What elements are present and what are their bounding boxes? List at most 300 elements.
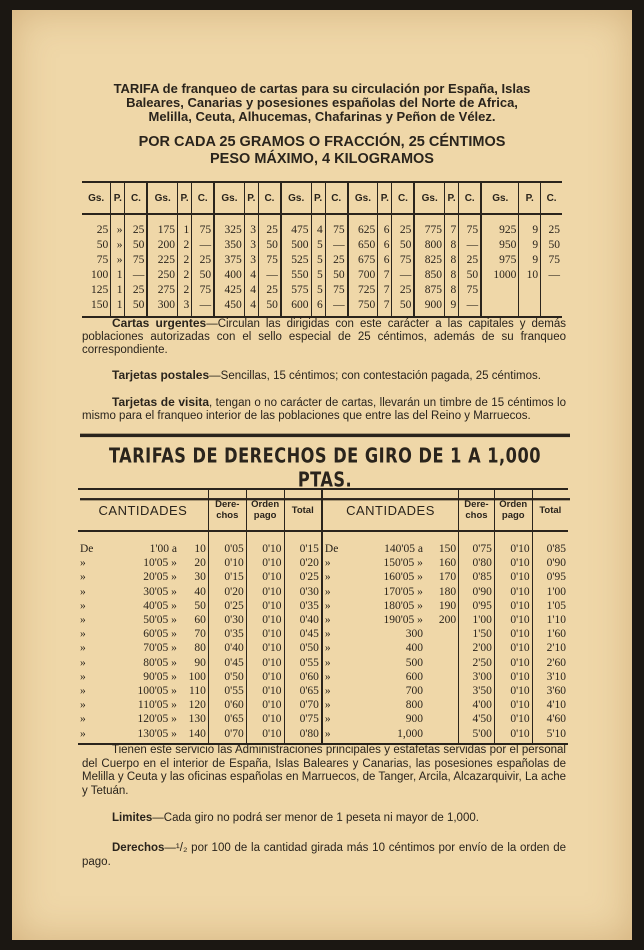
giro-cell-right: 0'10 [494, 641, 532, 655]
rate-cell: 350 [214, 238, 244, 253]
rate-cell: 650 [348, 238, 378, 253]
giro-fee-table [78, 488, 568, 745]
giro-cell-left: 80 [194, 642, 206, 655]
rate-cell: 5 [311, 238, 325, 253]
rate-cell: 25 [541, 214, 562, 238]
giro-cell-right: 160 [438, 557, 457, 570]
giro-cell-left: 60'05 » [143, 628, 177, 641]
giro-cell-left: 0'65 [284, 684, 322, 698]
giro-row [78, 556, 568, 570]
giro-cell-right: 0'10 [494, 613, 532, 627]
rate-cell: 1000 [481, 268, 519, 283]
giro-cell-right: 0'10 [494, 531, 532, 556]
giro-cell-right: 180 [438, 585, 457, 598]
giro-cell-right: 190'05 » [383, 614, 423, 627]
giro-cell-right: 0'85 [532, 531, 568, 556]
rate-header-cell: C. [459, 182, 481, 214]
giro-cell-left: 0'10 [246, 684, 284, 698]
giro-row [78, 684, 568, 698]
giro-cell-left: » [80, 699, 86, 712]
rate-cell: — [125, 268, 147, 283]
tarjetas-postales-text: —Sencillas, 15 céntimos; con contestación pagada, 25 céntimos. [209, 370, 541, 382]
rate-header-cell: P. [378, 182, 392, 214]
rate-cell: 50 [192, 268, 214, 283]
rate-cell: 875 [414, 283, 444, 298]
giro-cell-right: 0'10 [494, 684, 532, 698]
giro-cell-left: 20'05 » [143, 571, 177, 584]
giro-cell-right: 1,000 [360, 727, 425, 744]
giro-cell-left: » [78, 727, 118, 744]
giro-cell-right [425, 670, 459, 684]
giro-cell-left: » [80, 642, 86, 655]
rate-cell: 975 [481, 253, 519, 268]
giro-table-body [78, 531, 568, 744]
giro-cell-right: 0'10 [494, 599, 532, 613]
giro-cell-right: 4'00 [459, 698, 495, 712]
servicio-paragraph: Tienen este servicio las Administraciones principales y estafetas servidas por el personal del Cuerpo en el interior de España, Islas Baleares y Canarias, las posesiones españolas de Melilla y Ceuta y las oficinas españolas en Marruecos, de Tanger, Arcila, Alcazarquivir, La ache y Tetuán. [82, 744, 566, 797]
rate-table-body [82, 214, 562, 317]
rate-cell: 800 [414, 238, 444, 253]
giro-cell-right: 0'95 [459, 599, 495, 613]
rate-cell: 5 [311, 283, 325, 298]
rate-cell: 75 [125, 253, 147, 268]
giro-cell-right [425, 727, 459, 744]
giro-cell-left: 0'65 [208, 712, 246, 726]
postal-card [12, 10, 632, 940]
rate-cell: 6 [378, 238, 392, 253]
giro-cell-left: 50'05 » [143, 614, 177, 627]
giro-cell-right: » [322, 613, 360, 627]
giro-cell-left: 0'75 [284, 712, 322, 726]
giro-cell-right: » [322, 684, 360, 698]
rate-cell: 9 [445, 298, 459, 317]
giro-cell-right: 300 [405, 628, 423, 641]
derechos-label: Derechos [112, 842, 165, 854]
rate-cell: 275 [147, 283, 177, 298]
rate-cell: 25 [96, 224, 109, 236]
giro-cell-left: 0'30 [284, 585, 322, 599]
giro-cell-left: 0'25 [208, 599, 246, 613]
giro-cell-left: 70'05 » [143, 642, 177, 655]
rate-cell: 25 [325, 253, 347, 268]
giro-cell-left: 100'05 » [137, 685, 177, 698]
giro-cell-left: 1'00 a [149, 543, 177, 555]
giro-cell-left: 140 [179, 727, 208, 744]
giro-cell-right: 4'10 [532, 698, 568, 712]
giro-cell-left: 0'20 [208, 585, 246, 599]
rate-cell: 325 [214, 214, 244, 238]
rate-cell: 9 [519, 214, 541, 238]
giro-cell-right: 180'05 » [383, 599, 423, 612]
giro-cell-left: 0'35 [208, 627, 246, 641]
rate-cell: 1 [178, 214, 192, 238]
rate-header-cell: C. [392, 182, 414, 214]
giro-cell-left: 0'10 [246, 656, 284, 670]
giro-cell-left: 90 [194, 656, 206, 669]
rate-header-cell: P. [178, 182, 192, 214]
rate-cell: 75 [459, 214, 481, 238]
giro-cell-left: 0'35 [284, 599, 322, 613]
giro-cell-right: 0'10 [494, 656, 532, 670]
rate-cell [519, 298, 541, 317]
cartas-urgentes-label: Cartas urgentes [112, 316, 207, 330]
rate-header-cell: P. [311, 182, 325, 214]
giro-cell-right: » [322, 656, 360, 670]
giro-cell-left: 0'55 [284, 656, 322, 670]
rate-cell: 825 [414, 253, 444, 268]
rate-cell: 50 [392, 238, 414, 253]
rate-cell: 25 [258, 214, 280, 238]
giro-cell-right: 170'05 » [383, 585, 423, 598]
giro-cell-left: 80'05 » [143, 656, 177, 669]
rate-header-cell: C. [258, 182, 280, 214]
giro-cell-right: » [322, 627, 360, 641]
giro-cell-right: 140'05 a [384, 543, 423, 555]
rate-cell: 25 [392, 214, 414, 238]
rate-cell: 75 [192, 214, 214, 238]
limites-label: Limites [112, 812, 153, 824]
cartas-urgentes-text: —Circulan las dirigidas con este carácter a las capitales y demás poblaciones autorizadas con el sello especial de 25 céntimos, además de su franqueo correspondiente. [82, 318, 567, 356]
rate-cell: 50 [96, 239, 109, 251]
rate-cell: 575 [281, 283, 311, 298]
rate-cell: 4 [244, 283, 258, 298]
rate-cell: 2 [178, 283, 192, 298]
tarjetas-postales [82, 369, 566, 383]
rate-row [82, 253, 562, 268]
giro-cell-left: 60 [194, 614, 206, 627]
rate-cell: 7 [445, 214, 459, 238]
derechos-header-left: Dere- chos [208, 489, 246, 531]
rate-cell: 75 [459, 283, 481, 298]
rate-cell: 6 [378, 214, 392, 238]
rate-cell: 425 [214, 283, 244, 298]
rate-cell: 725 [348, 283, 378, 298]
giro-cell-right [425, 712, 459, 726]
rate-cell: 75 [325, 283, 347, 298]
rate-cell: 2 [178, 268, 192, 283]
rate-cell: 4 [244, 298, 258, 317]
giro-cell-right: 5'00 [459, 727, 495, 744]
giro-cell-right: 3'60 [532, 684, 568, 698]
tarjetas-visita [82, 396, 566, 423]
rate-cell: 8 [445, 238, 459, 253]
giro-cell-right: 0'10 [494, 627, 532, 641]
giro-cell-left: » [80, 614, 86, 627]
giro-cell-left: » [80, 628, 86, 641]
rate-cell: 4 [244, 268, 258, 283]
giro-cell-right [425, 698, 459, 712]
giro-cell-left: » [80, 585, 86, 598]
giro-row [78, 627, 568, 641]
rate-cell: 8 [445, 253, 459, 268]
giro-cell-right [425, 656, 459, 670]
giro-cell-left: 40'05 » [143, 599, 177, 612]
giro-row [78, 585, 568, 599]
giro-row [78, 613, 568, 627]
giro-cell-left: 0'45 [284, 627, 322, 641]
giro-cell-right: 3'00 [459, 670, 495, 684]
rate-cell: 200 [147, 238, 177, 253]
rate-cell [519, 283, 541, 298]
giro-cell-left: 0'45 [208, 656, 246, 670]
header-line-1: TARIFA de franqueo de cartas para su circulación por España, Islas [113, 81, 531, 96]
giro-cell-right: 400 [405, 642, 423, 655]
rate-cell: 7 [378, 268, 392, 283]
tarjetas-postales-label: Tarjetas postales [112, 368, 210, 382]
rate-cell: 1 [111, 283, 125, 298]
giro-cell-left: 0'70 [284, 698, 322, 712]
rate-cell: 25 [392, 283, 414, 298]
giro-cell-right: 4'50 [459, 712, 495, 726]
rate-header-cell: C. [325, 182, 347, 214]
giro-cell-right: 0'85 [459, 570, 495, 584]
rate-cell: 8 [445, 283, 459, 298]
rate-cell: 9 [519, 253, 541, 268]
giro-cell-left: 0'10 [208, 556, 246, 570]
rate-cell: 5 [311, 253, 325, 268]
rate-cell [541, 298, 562, 317]
rate-cell: 150 [82, 298, 111, 317]
rate-cell: 50 [392, 298, 414, 317]
giro-cell-right: 600 [405, 670, 423, 683]
giro-cell-left: De [80, 543, 94, 555]
giro-cell-right: » [322, 712, 360, 726]
giro-row [78, 570, 568, 584]
giro-cell-right: 2'10 [532, 641, 568, 655]
giro-cell-left: 0'10 [246, 556, 284, 570]
rate-cell: 75 [541, 253, 562, 268]
giro-cell-right: » [322, 727, 360, 744]
rate-cell: 50 [125, 298, 147, 317]
giro-cell-right: 1'00 [532, 585, 568, 599]
rate-cell: 3 [244, 253, 258, 268]
giro-cell-right: 0'95 [532, 570, 568, 584]
giro-cell-left: 0'10 [246, 585, 284, 599]
giro-cell-right: 900 [405, 713, 423, 726]
giro-cell-left: 0'10 [246, 599, 284, 613]
total-header-left: Total [284, 489, 322, 531]
giro-cell-left: 120 [188, 699, 206, 712]
rate-cell: 300 [147, 298, 177, 317]
tarjetas-visita-label: Tarjetas de visita [112, 395, 210, 409]
rate-cell: 75 [392, 253, 414, 268]
giro-cell-right: 1'60 [532, 627, 568, 641]
giro-cell-right: » [322, 670, 360, 684]
rate-cell: 125 [91, 284, 109, 296]
giro-row [78, 656, 568, 670]
orden-header-left: Orden pago [246, 489, 284, 531]
rate-cell: 25 [125, 283, 147, 298]
giro-cell-right: 0'10 [494, 698, 532, 712]
rate-cell: — [459, 238, 481, 253]
giro-cell-left: » [80, 713, 86, 726]
giro-cell-left: 0'15 [284, 531, 322, 556]
rate-header-cell: C. [125, 182, 147, 214]
giro-cell-right: 5'10 [532, 727, 568, 744]
rate-header-cell: Gs. [147, 182, 177, 214]
rate-header-cell: Gs. [481, 182, 519, 214]
giro-cell-left: 0'10 [246, 613, 284, 627]
rate-cell: 75 [192, 283, 214, 298]
rate-cell: 475 [281, 214, 311, 238]
rate-cell: 50 [541, 238, 562, 253]
giro-cell-left: 0'15 [208, 570, 246, 584]
giro-cell-left: 0'10 [246, 531, 284, 556]
rate-cell: — [459, 298, 481, 317]
rate-row [82, 238, 562, 253]
giro-cell-left: 90'05 » [143, 670, 177, 683]
rate-cell: 10 [519, 268, 541, 283]
rate-cell: 4 [311, 214, 325, 238]
giro-row [78, 727, 568, 744]
giro-cell-right: » [322, 641, 360, 655]
giro-cell-left: 0'10 [246, 727, 284, 744]
derechos-text: —¹/₂ por 100 de la cantidad girada más 10 céntimos por envío de la orden de pago. [82, 842, 566, 868]
giro-cell-right: 800 [405, 699, 423, 712]
giro-cell-left: 130 [188, 713, 206, 726]
giro-cell-right: 170 [438, 571, 457, 584]
giro-cell-left: 30'05 » [143, 585, 177, 598]
derechos-paragraph [82, 842, 566, 869]
rate-cell: 2 [178, 238, 192, 253]
rate-cell: 700 [348, 268, 378, 283]
giro-cell-right: » [322, 599, 360, 613]
rate-cell: 50 [258, 298, 280, 317]
rate-cell [541, 283, 562, 298]
rate-header-cell: C. [192, 182, 214, 214]
giro-cell-right: 0'10 [494, 570, 532, 584]
giro-cell-right [425, 641, 459, 655]
rate-cell: 50 [459, 268, 481, 283]
rate-cell: 375 [214, 253, 244, 268]
rate-cell: 50 [325, 268, 347, 283]
giro-cell-left: 0'10 [246, 570, 284, 584]
rate-cell: 225 [147, 253, 177, 268]
giro-cell-right: » [322, 585, 360, 599]
giro-cell-left: 0'60 [284, 670, 322, 684]
rate-cell: 675 [348, 253, 378, 268]
rate-cell: 8 [445, 268, 459, 283]
rate-cell: 3 [244, 214, 258, 238]
rate-table-header [82, 182, 562, 214]
rate-cell: 75 [325, 214, 347, 238]
rate-header-cell: P. [445, 182, 459, 214]
rate-cell: 525 [281, 253, 311, 268]
rate-cell: 9 [519, 238, 541, 253]
giro-cell-left: 0'20 [284, 556, 322, 570]
rate-header-cell: P. [244, 182, 258, 214]
giro-cell-left: 120'05 » [137, 713, 177, 726]
rate-cell: 550 [281, 268, 311, 283]
giro-row [78, 531, 568, 556]
giro-cell-left: 110 [189, 685, 206, 698]
rate-cell: 500 [281, 238, 311, 253]
giro-cell-right: 700 [405, 685, 423, 698]
rate-cell: 5 [311, 268, 325, 283]
giro-cell-left: 0'60 [208, 698, 246, 712]
giro-cell-left: 130'05 » [118, 727, 179, 744]
rate-cell [481, 298, 519, 317]
giro-title: TARIFAS DE DERECHOS DE GIRO DE 1 A 1,000 PTAS. [80, 434, 570, 501]
giro-cell-right: 190 [438, 599, 457, 612]
rate-cell: 25 [459, 253, 481, 268]
header-line-2: Baleares, Canarias y posesiones españolas del Norte de Africa, [126, 95, 518, 110]
giro-cell-left: 0'10 [246, 627, 284, 641]
rate-cell: 175 [147, 214, 177, 238]
rate-cell: 7 [378, 283, 392, 298]
header-line-3: Melilla, Ceuta, Alhucemas, Chafarinas y Peñon de Vélez. [148, 109, 496, 124]
rate-header-cell: C. [541, 182, 562, 214]
giro-cell-left: 0'10 [246, 670, 284, 684]
giro-cell-left: 0'10 [246, 641, 284, 655]
rate-cell: 1 [111, 298, 125, 317]
giro-cell-right: 150 [438, 543, 457, 555]
giro-cell-right: » [322, 570, 360, 584]
giro-cell-right: 150'05 » [383, 557, 423, 570]
giro-cell-left: 100 [188, 670, 206, 683]
rate-cell: 2 [178, 253, 192, 268]
rate-cell: 100 [91, 269, 109, 281]
rate-header-cell: Gs. [348, 182, 378, 214]
giro-cell-right: 1'50 [459, 627, 495, 641]
rate-cell: 25 [192, 253, 214, 268]
limites-paragraph [82, 812, 566, 826]
giro-cell-right: 0'10 [494, 670, 532, 684]
rate-cell: 6 [311, 298, 325, 317]
giro-cell-right: 0'10 [494, 727, 532, 744]
giro-cell-left: 0'05 [208, 531, 246, 556]
giro-cell-left: 0'50 [208, 670, 246, 684]
giro-cell-right: 1'00 [459, 613, 495, 627]
giro-row [78, 599, 568, 613]
rate-cell: 3 [178, 298, 192, 317]
giro-cell-right: 160'05 » [383, 571, 423, 584]
rate-cell: » [111, 214, 125, 238]
rate-row [82, 268, 562, 283]
rate-cell: 900 [414, 298, 444, 317]
giro-cell-left: » [80, 557, 86, 570]
giro-cell-right: 0'80 [459, 556, 495, 570]
giro-cell-left: 20 [194, 557, 206, 570]
giro-cell-right: 3'10 [532, 670, 568, 684]
giro-cell-right: 1'05 [532, 599, 568, 613]
rate-cell: — [541, 268, 562, 283]
giro-row [78, 641, 568, 655]
giro-cell-left: 110'05 » [137, 699, 177, 712]
total-header-right: Total [532, 489, 568, 531]
giro-cell-right: 0'90 [532, 556, 568, 570]
giro-cell-right: 2'60 [532, 656, 568, 670]
giro-cell-left: » [80, 670, 86, 683]
giro-cell-left: 30 [194, 571, 206, 584]
rate-cell: 25 [258, 283, 280, 298]
rate-cell: 7 [378, 298, 392, 317]
giro-cell-left: 10'05 » [143, 557, 177, 570]
rate-cell: » [111, 253, 125, 268]
rate-cell: 400 [214, 268, 244, 283]
rate-cell: 6 [378, 253, 392, 268]
giro-cell-left: » [80, 656, 86, 669]
rate-cell: — [325, 298, 347, 317]
giro-cell-left: 0'40 [208, 641, 246, 655]
header-max-weight: PESO MÁXIMO, 4 KILOGRAMOS [210, 151, 434, 167]
cartas-urgentes [82, 317, 566, 357]
cantidades-header-right: CANTIDADES [322, 489, 459, 531]
giro-cell-right: 1'10 [532, 613, 568, 627]
giro-cell-right: » [322, 556, 360, 570]
rate-cell: 950 [481, 238, 519, 253]
rate-row [82, 298, 562, 317]
